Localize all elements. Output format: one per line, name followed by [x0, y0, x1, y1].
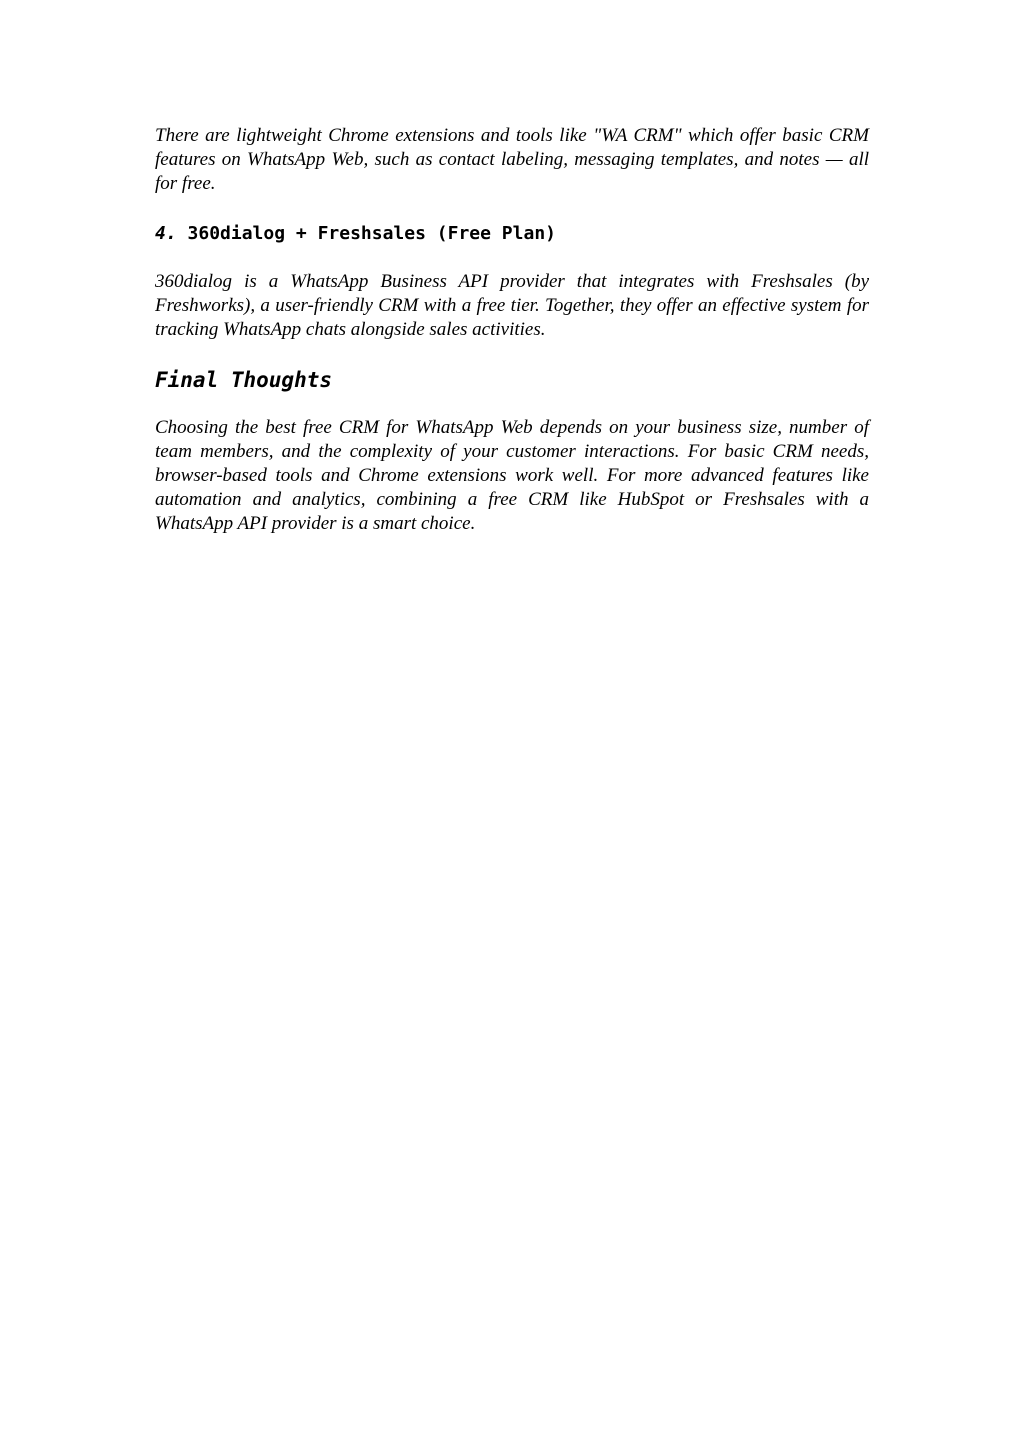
final-thoughts-heading: Final Thoughts [155, 368, 333, 392]
paragraph-wa-crm: There are lightweight Chrome extensions and tools like "WA CRM" which offer basic CRM features on WhatsApp Web, such as contact labeling, messaging templates, and notes — all for free. [155, 125, 869, 194]
paragraph-360dialog: 360dialog is a WhatsApp Business API provider that integrates with Freshsales (by Freshworks), a user-friendly CRM with a free tier. Together, they offer an effective system for tracking WhatsApp chats alongside sales activities. [155, 271, 869, 340]
document-body [155, 124, 869, 536]
section-title: 360dialog + Freshsales (Free Plan) [187, 223, 556, 244]
section-number: 4. [155, 223, 177, 244]
section-heading-360dialog [155, 222, 869, 246]
paragraph-final-thoughts: Choosing the best free CRM for WhatsApp Web depends on your business size, number of team members, and the complexity of your customer interactions. For basic CRM needs, browser-based tools and Chrome extensions work well. For more advanced features like automation and analytics, combining a free CRM like HubSpot or Freshsales with a WhatsApp API provider is a smart choice. [155, 417, 869, 534]
